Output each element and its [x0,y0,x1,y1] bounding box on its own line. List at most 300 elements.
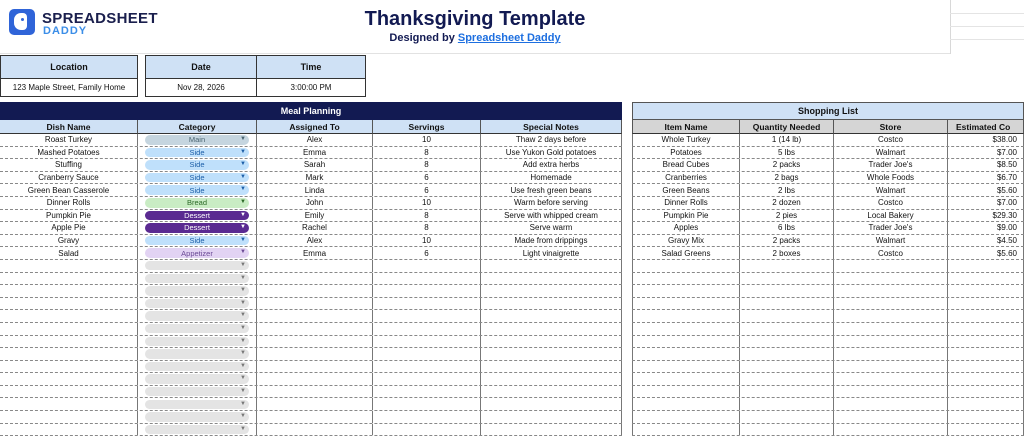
assigned-cell[interactable] [257,323,373,335]
cost-cell[interactable] [948,411,1024,423]
notes-cell[interactable] [481,348,622,360]
store-cell[interactable]: Whole Foods [834,172,948,184]
servings-cell[interactable] [373,336,481,348]
assigned-cell[interactable]: Alex [257,134,373,146]
assigned-cell[interactable] [257,398,373,410]
category-dropdown[interactable] [145,387,249,397]
category-dropdown[interactable] [145,185,249,195]
category-value: Side [189,185,205,195]
item-cell[interactable]: Salad Greens [632,247,740,259]
cost-cell[interactable]: $6.70 [948,172,1024,184]
item-cell[interactable] [632,348,740,360]
qty-cell[interactable]: 2 lbs [740,184,834,196]
dropdown-arrow-icon[interactable]: ▼ [240,312,246,319]
dropdown-arrow-icon[interactable]: ▼ [240,261,246,268]
assigned-cell[interactable]: Mark [257,172,373,184]
notes-cell[interactable] [481,310,622,322]
category-dropdown[interactable] [145,362,249,372]
cost-cell[interactable] [948,361,1024,373]
category-dropdown[interactable] [145,425,249,435]
category-cell[interactable] [138,260,257,272]
item-cell[interactable]: Dinner Rolls [632,197,740,209]
item-cell[interactable] [632,398,740,410]
notes-cell[interactable]: Serve warm [481,222,622,234]
servings-cell[interactable] [373,398,481,410]
cost-cell[interactable] [948,310,1024,322]
item-cell[interactable] [632,336,740,348]
store-cell[interactable] [834,310,948,322]
qty-cell[interactable] [740,310,834,322]
dish-cell[interactable] [0,398,138,410]
category-cell[interactable] [138,184,257,196]
dish-cell[interactable] [0,310,138,322]
assigned-cell[interactable] [257,336,373,348]
cost-cell[interactable]: $5.60 [948,184,1024,196]
category-dropdown[interactable] [145,223,249,233]
category-cell[interactable] [138,373,257,385]
qty-cell[interactable] [740,260,834,272]
servings-cell[interactable] [373,323,481,335]
table-row [632,361,1024,374]
notes-cell[interactable] [481,361,622,373]
qty-cell[interactable]: 6 lbs [740,222,834,234]
cost-cell[interactable] [948,348,1024,360]
dropdown-arrow-icon[interactable]: ▼ [240,387,246,394]
category-cell[interactable] [138,298,257,310]
table-row [0,273,622,286]
servings-cell[interactable] [373,424,481,436]
table-row [632,310,1024,323]
cost-cell[interactable]: $8.50 [948,159,1024,171]
servings-cell[interactable]: 8 [373,222,481,234]
qty-cell[interactable] [740,373,834,385]
cost-cell[interactable] [948,260,1024,272]
dropdown-arrow-icon[interactable]: ▼ [240,173,246,180]
servings-cell[interactable]: 10 [373,134,481,146]
category-cell[interactable] [138,386,257,398]
servings-cell[interactable]: 10 [373,197,481,209]
dish-cell[interactable]: Cranberry Sauce [0,172,138,184]
category-dropdown[interactable] [145,236,249,246]
category-dropdown[interactable] [145,261,249,271]
notes-cell[interactable] [481,411,622,423]
store-cell[interactable]: Trader Joe's [834,222,948,234]
dropdown-arrow-icon[interactable]: ▼ [240,299,246,306]
category-cell[interactable] [138,310,257,322]
cost-cell[interactable]: $7.00 [948,147,1024,159]
item-cell[interactable] [632,411,740,423]
category-cell[interactable] [138,285,257,297]
category-dropdown[interactable] [145,337,249,347]
cost-cell[interactable] [948,285,1024,297]
servings-cell[interactable] [373,386,481,398]
table-row [632,285,1024,298]
store-cell[interactable]: Walmart [834,184,948,196]
store-cell[interactable]: Costco [834,197,948,209]
store-cell[interactable]: Local Bakery [834,210,948,222]
store-cell[interactable] [834,398,948,410]
table-row [0,298,622,311]
category-cell[interactable] [138,172,257,184]
store-cell[interactable]: Walmart [834,147,948,159]
assigned-cell[interactable] [257,310,373,322]
time-label: Time [257,55,366,79]
store-cell[interactable] [834,373,948,385]
table-row [632,386,1024,399]
qty-cell[interactable]: 1 (14 lb) [740,134,834,146]
dropdown-arrow-icon[interactable]: ▼ [240,249,246,256]
item-cell[interactable] [632,273,740,285]
dish-cell[interactable]: Dinner Rolls [0,197,138,209]
servings-cell[interactable]: 6 [373,172,481,184]
category-cell[interactable] [138,235,257,247]
notes-cell[interactable]: Use fresh green beans [481,184,622,196]
qty-cell[interactable]: 2 bags [740,172,834,184]
dish-cell[interactable] [0,298,138,310]
assigned-cell[interactable] [257,424,373,436]
dish-cell[interactable] [0,323,138,335]
notes-cell[interactable]: Light vinaigrette [481,247,622,259]
notes-cell[interactable]: Use Yukon Gold potatoes [481,147,622,159]
cost-cell[interactable]: $4.50 [948,235,1024,247]
assigned-cell[interactable] [257,373,373,385]
dropdown-arrow-icon[interactable]: ▼ [240,136,246,143]
qty-cell[interactable]: 2 dozen [740,197,834,209]
category-dropdown[interactable] [145,299,249,309]
category-cell[interactable] [138,273,257,285]
servings-cell[interactable]: 8 [373,210,481,222]
qty-cell[interactable] [740,398,834,410]
item-cell[interactable]: Cranberries [632,172,740,184]
assigned-cell[interactable] [257,361,373,373]
dropdown-arrow-icon[interactable]: ▼ [240,224,246,231]
dish-cell[interactable] [0,373,138,385]
qty-cell[interactable]: 5 lbs [740,147,834,159]
table-row [632,184,1024,197]
dish-cell[interactable] [0,285,138,297]
assigned-cell[interactable] [257,260,373,272]
notes-cell[interactable] [481,298,622,310]
corner-gridline [950,13,1024,14]
dropdown-arrow-icon[interactable]: ▼ [240,425,246,432]
servings-cell[interactable]: 8 [373,147,481,159]
dropdown-arrow-icon[interactable]: ▼ [240,350,246,357]
qty-cell[interactable] [740,323,834,335]
servings-cell[interactable] [373,298,481,310]
qty-cell[interactable] [740,361,834,373]
table-row [632,235,1024,248]
servings-cell[interactable] [373,361,481,373]
store-cell[interactable]: Trader Joe's [834,159,948,171]
servings-cell[interactable] [373,260,481,272]
assigned-cell[interactable]: Sarah [257,159,373,171]
assigned-cell[interactable]: Alex [257,235,373,247]
qty-cell[interactable] [740,273,834,285]
dish-cell[interactable] [0,273,138,285]
category-dropdown[interactable] [145,148,249,158]
notes-cell[interactable]: Serve with whipped cream [481,210,622,222]
location-value[interactable]: 123 Maple Street, Family Home [0,79,138,97]
store-cell[interactable] [834,386,948,398]
notes-cell[interactable] [481,424,622,436]
col-special-notes: Special Notes [481,120,622,134]
servings-cell[interactable] [373,373,481,385]
notes-cell[interactable]: Add extra herbs [481,159,622,171]
assigned-cell[interactable] [257,273,373,285]
store-cell[interactable] [834,424,948,436]
category-dropdown[interactable] [145,286,249,296]
dish-cell[interactable] [0,336,138,348]
dish-cell[interactable]: Pumpkin Pie [0,210,138,222]
store-cell[interactable] [834,260,948,272]
table-row [632,336,1024,349]
table-row [0,172,622,185]
category-cell[interactable] [138,323,257,335]
category-value: Dessert [184,223,210,233]
dropdown-arrow-icon[interactable]: ▼ [240,211,246,218]
item-cell[interactable] [632,285,740,297]
table-row [0,348,622,361]
qty-cell[interactable] [740,348,834,360]
table-row [0,210,622,223]
table-row [632,298,1024,311]
date-value[interactable]: Nov 28, 2026 [145,79,257,97]
qty-cell[interactable]: 2 boxes [740,247,834,259]
category-dropdown[interactable] [145,274,249,284]
servings-cell[interactable] [373,285,481,297]
dish-cell[interactable] [0,411,138,423]
dish-cell[interactable]: Gravy [0,235,138,247]
category-cell[interactable] [138,411,257,423]
servings-cell[interactable]: 10 [373,235,481,247]
assigned-cell[interactable] [257,298,373,310]
qty-cell[interactable] [740,411,834,423]
qty-cell[interactable] [740,285,834,297]
dropdown-arrow-icon[interactable]: ▼ [240,274,246,281]
dish-cell[interactable] [0,424,138,436]
category-value: Bread [186,198,207,208]
category-dropdown[interactable] [145,248,249,258]
dropdown-arrow-icon[interactable]: ▼ [240,375,246,382]
dropdown-arrow-icon[interactable]: ▼ [240,337,246,344]
category-cell[interactable] [138,336,257,348]
cost-cell[interactable] [948,273,1024,285]
assigned-cell[interactable]: Emily [257,210,373,222]
category-dropdown[interactable] [145,374,249,384]
dish-cell[interactable]: Green Bean Casserole [0,184,138,196]
dish-cell[interactable] [0,348,138,360]
servings-cell[interactable] [373,411,481,423]
servings-cell[interactable] [373,273,481,285]
table-row [0,147,622,160]
category-dropdown[interactable] [145,400,249,410]
store-cell[interactable] [834,348,948,360]
table-row [0,197,622,210]
dropdown-arrow-icon[interactable]: ▼ [240,324,246,331]
store-cell[interactable] [834,273,948,285]
category-cell[interactable] [138,398,257,410]
assigned-cell[interactable] [257,386,373,398]
notes-cell[interactable] [481,285,622,297]
qty-cell[interactable] [740,424,834,436]
store-cell[interactable] [834,361,948,373]
dropdown-arrow-icon[interactable]: ▼ [240,400,246,407]
notes-cell[interactable] [481,336,622,348]
assigned-cell[interactable] [257,285,373,297]
notes-cell[interactable] [481,260,622,272]
cost-cell[interactable]: $5.60 [948,247,1024,259]
category-cell[interactable] [138,348,257,360]
notes-cell[interactable]: Homemade [481,172,622,184]
item-cell[interactable]: Potatoes [632,147,740,159]
store-cell[interactable] [834,285,948,297]
dish-cell[interactable]: Salad [0,247,138,259]
category-dropdown[interactable] [145,324,249,334]
dropdown-arrow-icon[interactable]: ▼ [240,148,246,155]
dish-cell[interactable]: Roast Turkey [0,134,138,146]
cost-cell[interactable]: $38.00 [948,134,1024,146]
servings-cell[interactable] [373,310,481,322]
dish-cell[interactable]: Apple Pie [0,222,138,234]
item-cell[interactable]: Apples [632,222,740,234]
category-value: Dessert [184,210,210,220]
item-cell[interactable] [632,373,740,385]
category-dropdown[interactable] [145,412,249,422]
category-dropdown[interactable] [145,311,249,321]
servings-cell[interactable]: 6 [373,184,481,196]
servings-cell[interactable]: 6 [373,247,481,259]
store-cell[interactable] [834,323,948,335]
cost-cell[interactable] [948,323,1024,335]
dropdown-arrow-icon[interactable]: ▼ [240,362,246,369]
store-cell[interactable]: Costco [834,247,948,259]
cost-cell[interactable]: $29.30 [948,210,1024,222]
store-cell[interactable] [834,298,948,310]
table-row [0,222,622,235]
dropdown-arrow-icon[interactable]: ▼ [240,186,246,193]
assigned-cell[interactable]: Emma [257,147,373,159]
item-cell[interactable] [632,386,740,398]
logo-text-daddy: DADDY [43,25,88,37]
cost-cell[interactable]: $9.00 [948,222,1024,234]
category-cell[interactable] [138,147,257,159]
qty-cell[interactable]: 2 pies [740,210,834,222]
cost-cell[interactable] [948,386,1024,398]
servings-cell[interactable] [373,348,481,360]
dish-cell[interactable]: Mashed Potatoes [0,147,138,159]
dish-cell[interactable]: Stuffing [0,159,138,171]
item-cell[interactable] [632,424,740,436]
category-dropdown[interactable] [145,160,249,170]
notes-cell[interactable] [481,386,622,398]
category-dropdown[interactable] [145,211,249,221]
assigned-cell[interactable]: Rachel [257,222,373,234]
table-row [0,159,622,172]
category-cell[interactable] [138,424,257,436]
servings-cell[interactable]: 8 [373,159,481,171]
dish-cell[interactable] [0,361,138,373]
category-dropdown[interactable] [145,198,249,208]
qty-cell[interactable]: 2 packs [740,159,834,171]
qty-cell[interactable] [740,298,834,310]
store-cell[interactable]: Walmart [834,235,948,247]
assigned-cell[interactable] [257,411,373,423]
category-dropdown[interactable] [145,173,249,183]
logo-face-icon [14,13,27,30]
category-dropdown[interactable] [145,349,249,359]
assigned-cell[interactable]: John [257,197,373,209]
store-cell[interactable] [834,411,948,423]
cost-cell[interactable] [948,373,1024,385]
cost-cell[interactable]: $7.00 [948,197,1024,209]
store-cell[interactable]: Costco [834,134,948,146]
notes-cell[interactable] [481,273,622,285]
time-value[interactable]: 3:00:00 PM [257,79,366,97]
item-cell[interactable] [632,323,740,335]
shopping-list-header: Shopping List [632,102,1024,120]
category-cell[interactable] [138,159,257,171]
cost-cell[interactable] [948,424,1024,436]
category-cell[interactable] [138,197,257,209]
category-cell[interactable] [138,210,257,222]
qty-cell[interactable]: 2 packs [740,235,834,247]
notes-cell[interactable] [481,373,622,385]
assigned-cell[interactable] [257,348,373,360]
notes-cell[interactable]: Thaw 2 days before [481,134,622,146]
item-cell[interactable]: Green Beans [632,184,740,196]
item-cell[interactable] [632,260,740,272]
item-cell[interactable] [632,361,740,373]
item-cell[interactable]: Whole Turkey [632,134,740,146]
dish-cell[interactable] [0,386,138,398]
spreadsheet-daddy-link[interactable]: Spreadsheet Daddy [457,32,561,44]
category-cell[interactable] [138,361,257,373]
qty-cell[interactable] [740,386,834,398]
notes-cell[interactable] [481,323,622,335]
dropdown-arrow-icon[interactable]: ▼ [240,413,246,420]
store-cell[interactable] [834,336,948,348]
item-cell[interactable] [632,310,740,322]
item-cell[interactable]: Pumpkin Pie [632,210,740,222]
category-cell[interactable] [138,222,257,234]
notes-cell[interactable]: Made from drippings [481,235,622,247]
category-cell[interactable] [138,134,257,146]
table-row [0,361,622,374]
item-cell[interactable]: Bread Cubes [632,159,740,171]
cost-cell[interactable] [948,298,1024,310]
table-row [0,310,622,323]
corner-gridline [950,39,1024,40]
meal-planning-rows [0,134,622,436]
dropdown-arrow-icon[interactable]: ▼ [240,161,246,168]
category-cell[interactable] [138,247,257,259]
qty-cell[interactable] [740,336,834,348]
notes-cell[interactable]: Warm before serving [481,197,622,209]
dropdown-arrow-icon[interactable]: ▼ [240,287,246,294]
assigned-cell[interactable]: Linda [257,184,373,196]
cost-cell[interactable] [948,336,1024,348]
category-dropdown[interactable] [145,135,249,145]
dropdown-arrow-icon[interactable]: ▼ [240,236,246,243]
cost-cell[interactable] [948,398,1024,410]
assigned-cell[interactable]: Emma [257,247,373,259]
item-cell[interactable]: Gravy Mix [632,235,740,247]
dropdown-arrow-icon[interactable]: ▼ [240,199,246,206]
notes-cell[interactable] [481,398,622,410]
item-cell[interactable] [632,298,740,310]
dish-cell[interactable] [0,260,138,272]
date-label: Date [145,55,257,79]
